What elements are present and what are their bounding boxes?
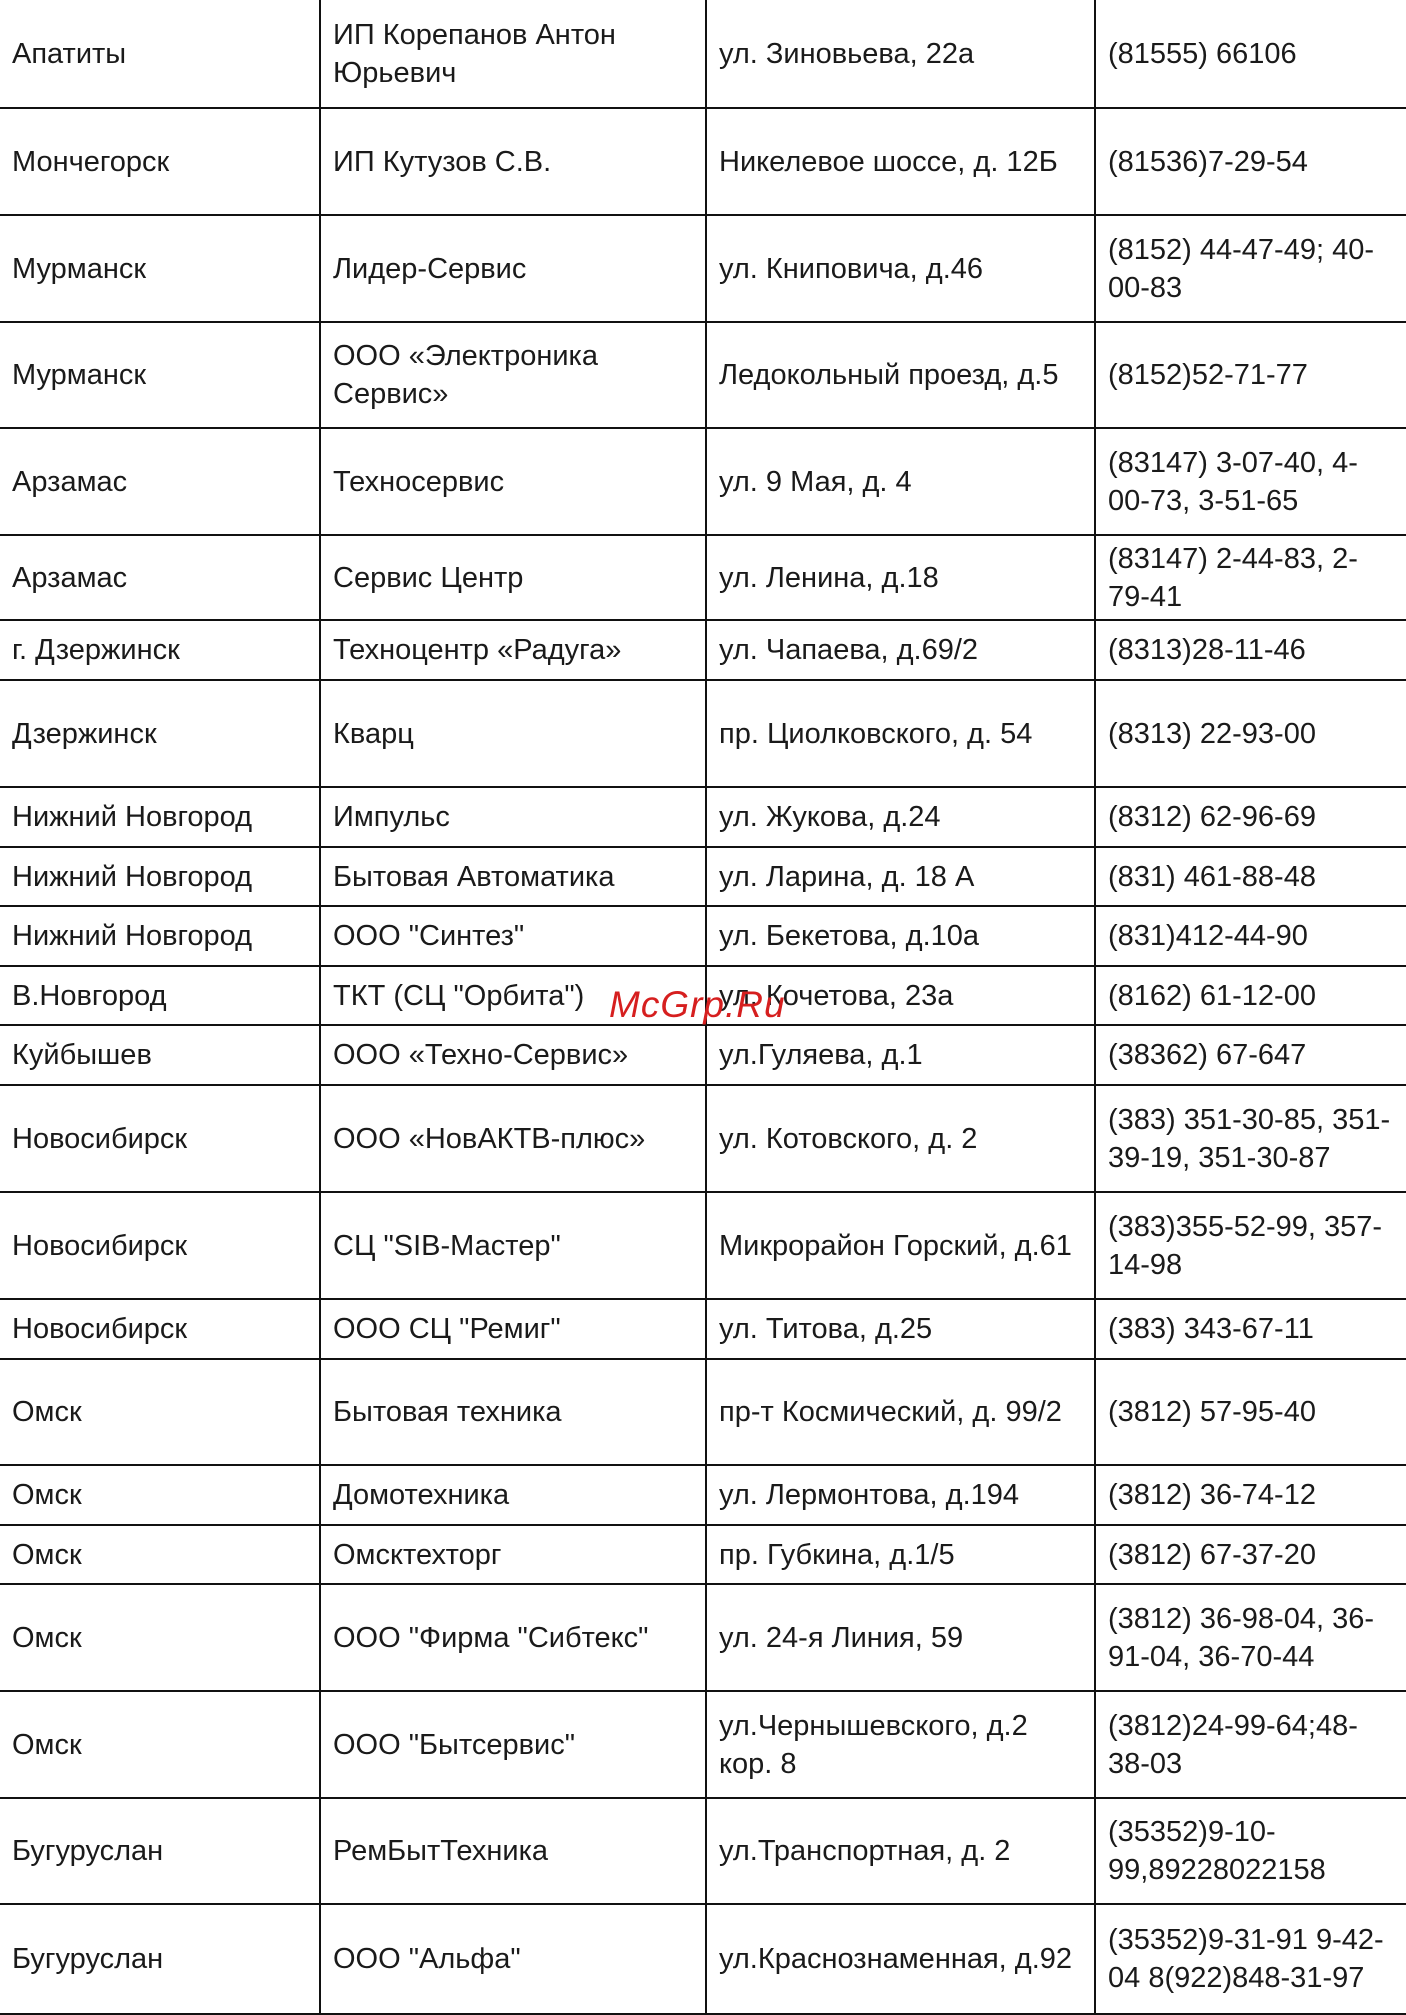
address-cell: ул. Бекетова, д.10а: [706, 906, 1095, 966]
city-cell: В.Новгород: [0, 966, 320, 1025]
address-cell: ул. Котовского, д. 2: [706, 1085, 1095, 1192]
phone-cell: (383) 351-30-85, 351-39-19, 351-30-87: [1095, 1085, 1406, 1192]
table-row: [0, 847, 1406, 906]
company-cell: ООО «НовАКТВ-плюс»: [320, 1085, 706, 1192]
company-cell: РемБытТехника: [320, 1798, 706, 1904]
company-cell: Техносервис: [320, 428, 706, 535]
address-cell: ул. Жукова, д.24: [706, 787, 1095, 847]
address-cell: ул. Титова, д.25: [706, 1299, 1095, 1359]
company-cell: Бытовая техника: [320, 1359, 706, 1465]
address-cell: ул. Чапаева, д.69/2: [706, 620, 1095, 680]
table-row: [0, 1691, 1406, 1798]
phone-cell: (8313) 22-93-00: [1095, 680, 1406, 787]
city-cell: Омск: [0, 1465, 320, 1525]
company-cell: ООО "Фирма "Сибтекс": [320, 1584, 706, 1691]
address-cell: ул. Ленина, д.18: [706, 535, 1095, 620]
company-cell: ООО "Бытсервис": [320, 1691, 706, 1798]
phone-cell: (38362) 67-647: [1095, 1025, 1406, 1085]
phone-cell: (35352)9-10-99,89228022158: [1095, 1798, 1406, 1904]
phone-cell: (8312) 62-96-69: [1095, 787, 1406, 847]
phone-cell: (3812)24-99-64;48-38-03: [1095, 1691, 1406, 1798]
city-cell: г. Дзержинск: [0, 620, 320, 680]
company-cell: Кварц: [320, 680, 706, 787]
phone-cell: (3812) 67-37-20: [1095, 1525, 1406, 1584]
table-row: [0, 1085, 1406, 1192]
company-cell: Импульс: [320, 787, 706, 847]
phone-cell: (8313)28-11-46: [1095, 620, 1406, 680]
city-cell: Омск: [0, 1584, 320, 1691]
city-cell: Нижний Новгород: [0, 906, 320, 966]
city-cell: Арзамас: [0, 428, 320, 535]
phone-cell: (831)412-44-90: [1095, 906, 1406, 966]
table-row: [0, 1798, 1406, 1904]
company-cell: ООО СЦ "Ремиг": [320, 1299, 706, 1359]
phone-cell: (8152) 44-47-49; 40-00-83: [1095, 215, 1406, 322]
company-cell: ООО «Техно-Сервис»: [320, 1025, 706, 1085]
city-cell: Куйбышев: [0, 1025, 320, 1085]
city-cell: Омск: [0, 1691, 320, 1798]
address-cell: ул.Транспортная, д. 2: [706, 1798, 1095, 1904]
address-cell: Ледокольный проезд, д.5: [706, 322, 1095, 428]
city-cell: Арзамас: [0, 535, 320, 620]
address-cell: ул.Гуляева, д.1: [706, 1025, 1095, 1085]
table-row: [0, 1025, 1406, 1085]
table-row: [0, 680, 1406, 787]
city-cell: Новосибирск: [0, 1085, 320, 1192]
city-cell: Апатиты: [0, 0, 320, 108]
table-row: [0, 1904, 1406, 2014]
address-cell: пр. Циолковского, д. 54: [706, 680, 1095, 787]
company-cell: Сервис Центр: [320, 535, 706, 620]
city-cell: Мурманск: [0, 215, 320, 322]
phone-cell: (81536)7-29-54: [1095, 108, 1406, 215]
address-cell: ул. 9 Мая, д. 4: [706, 428, 1095, 535]
phone-cell: (3812) 36-74-12: [1095, 1465, 1406, 1525]
table-row: [0, 1299, 1406, 1359]
address-cell: ул. Зиновьева, 22а: [706, 0, 1095, 108]
table-row: [0, 322, 1406, 428]
table-row: [0, 215, 1406, 322]
phone-cell: (383) 343-67-11: [1095, 1299, 1406, 1359]
city-cell: Бугуруслан: [0, 1904, 320, 2014]
phone-cell: (383)355-52-99, 357-14-98: [1095, 1192, 1406, 1299]
company-cell: ТКТ (СЦ "Орбита"): [320, 966, 706, 1025]
city-cell: Нижний Новгород: [0, 787, 320, 847]
table-row: [0, 0, 1406, 108]
table-row: [0, 787, 1406, 847]
table-row: [0, 1359, 1406, 1465]
table-row: [0, 535, 1406, 620]
table-row: [0, 108, 1406, 215]
address-cell: ул.Чернышевского, д.2 кор. 8: [706, 1691, 1095, 1798]
address-cell: пр-т Космический, д. 99/2: [706, 1359, 1095, 1465]
city-cell: Новосибирск: [0, 1299, 320, 1359]
table-row: [0, 1465, 1406, 1525]
address-cell: ул. 24-я Линия, 59: [706, 1584, 1095, 1691]
city-cell: Бугуруслан: [0, 1798, 320, 1904]
table-row: [0, 1192, 1406, 1299]
table-row: [0, 620, 1406, 680]
company-cell: Домотехника: [320, 1465, 706, 1525]
company-cell: ИП Корепанов Антон Юрьевич: [320, 0, 706, 108]
phone-cell: (3812) 57-95-40: [1095, 1359, 1406, 1465]
watermark-text: McGrp.Ru: [609, 984, 786, 1025]
company-cell: ИП Кутузов С.В.: [320, 108, 706, 215]
address-cell: Никелевое шоссе, д. 12Б: [706, 108, 1095, 215]
city-cell: Нижний Новгород: [0, 847, 320, 906]
table-row: [0, 906, 1406, 966]
address-cell: ул.Краснознаменная, д.92: [706, 1904, 1095, 2014]
company-cell: Омсктехторг: [320, 1525, 706, 1584]
address-cell: ул. Кочетова, 23а: [706, 966, 1095, 1025]
phone-cell: (83147) 3-07-40, 4-00-73, 3-51-65: [1095, 428, 1406, 535]
address-cell: ул. Ларина, д. 18 А: [706, 847, 1095, 906]
company-cell: Бытовая Автоматика: [320, 847, 706, 906]
company-cell: Лидер-Сервис: [320, 215, 706, 322]
phone-cell: (8152)52-71-77: [1095, 322, 1406, 428]
phone-cell: (8162) 61-12-00: [1095, 966, 1406, 1025]
city-cell: Новосибирск: [0, 1192, 320, 1299]
table-row: [0, 1584, 1406, 1691]
company-cell: ООО "Альфа": [320, 1904, 706, 2014]
address-cell: ул. Книповича, д.46: [706, 215, 1095, 322]
phone-cell: (81555) 66106: [1095, 0, 1406, 108]
address-cell: Микрорайон Горский, д.61: [706, 1192, 1095, 1299]
phone-cell: (831) 461-88-48: [1095, 847, 1406, 906]
city-cell: Мурманск: [0, 322, 320, 428]
city-cell: Дзержинск: [0, 680, 320, 787]
table-row: [0, 428, 1406, 535]
address-cell: ул. Лермонтова, д.194: [706, 1465, 1095, 1525]
city-cell: Омск: [0, 1525, 320, 1584]
city-cell: Мончегорск: [0, 108, 320, 215]
company-cell: СЦ "SIB-Мастер": [320, 1192, 706, 1299]
address-cell: пр. Губкина, д.1/5: [706, 1525, 1095, 1584]
phone-cell: (83147) 2-44-83, 2-79-41: [1095, 535, 1406, 620]
company-cell: Техноцентр «Радуга»: [320, 620, 706, 680]
city-cell: Омск: [0, 1359, 320, 1465]
company-cell: ООО "Синтез": [320, 906, 706, 966]
phone-cell: (35352)9-31-91 9-42-04 8(922)848-31-97: [1095, 1904, 1406, 2014]
company-cell: ООО «Электроника Сервис»: [320, 322, 706, 428]
table-row: [0, 1525, 1406, 1584]
phone-cell: (3812) 36-98-04, 36-91-04, 36-70-44: [1095, 1584, 1406, 1691]
